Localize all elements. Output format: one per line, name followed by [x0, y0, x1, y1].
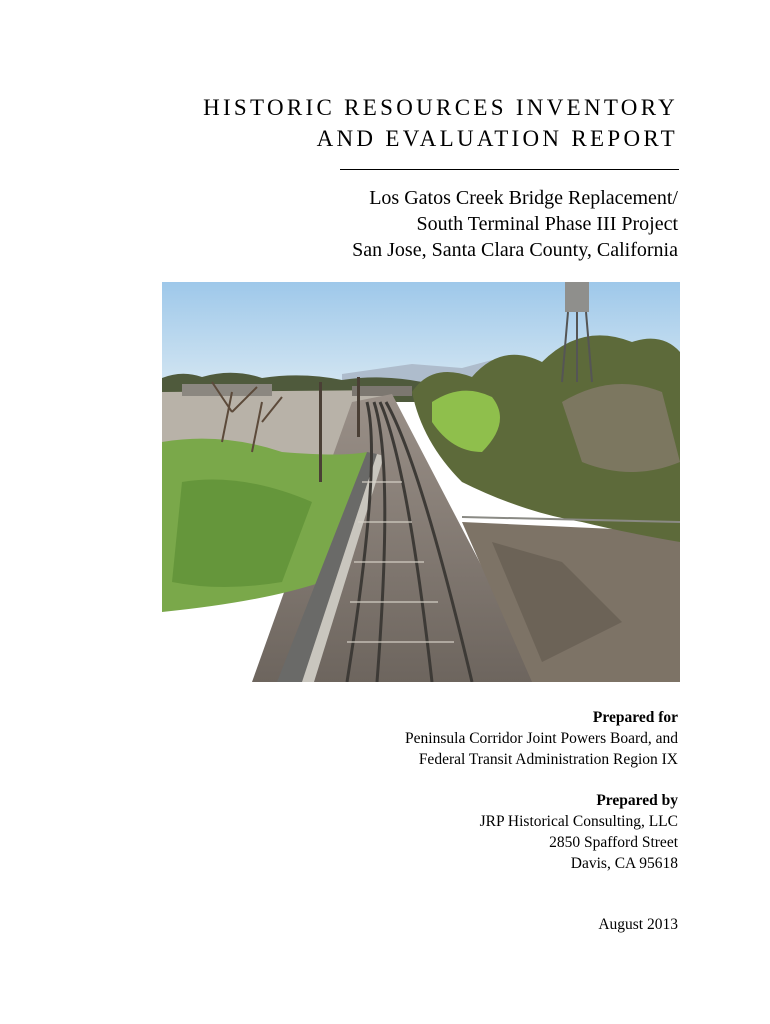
report-date: August 2013	[598, 916, 678, 933]
prepared-by-line-2: 2850 Spafford Street	[549, 834, 678, 851]
subtitle-line-2: South Terminal Phase III Project	[416, 213, 678, 235]
report-title-line-1: HISTORIC RESOURCES INVENTORY	[203, 95, 678, 120]
project-subtitle	[352, 185, 678, 263]
report-title-line-2: AND EVALUATION REPORT	[316, 126, 678, 151]
prepared-by-heading: Prepared by	[596, 792, 678, 809]
prepared-by-line-1: JRP Historical Consulting, LLC	[479, 813, 678, 830]
prepared-for-line-2: Federal Transit Administration Region IX	[418, 751, 678, 768]
subtitle-line-3: San Jose, Santa Clara County, California	[352, 239, 678, 261]
prepared-by-block	[480, 790, 678, 874]
prepared-by-line-3: Davis, CA 95618	[570, 855, 678, 872]
prepared-for-block	[405, 707, 678, 770]
railroad-tracks-photo	[162, 282, 680, 682]
prepared-for-heading: Prepared for	[592, 709, 678, 726]
subtitle-line-1: Los Gatos Creek Bridge Replacement/	[369, 187, 678, 209]
prepared-for-line-1: Peninsula Corridor Joint Powers Board, and	[405, 730, 678, 747]
title-divider	[340, 169, 679, 170]
